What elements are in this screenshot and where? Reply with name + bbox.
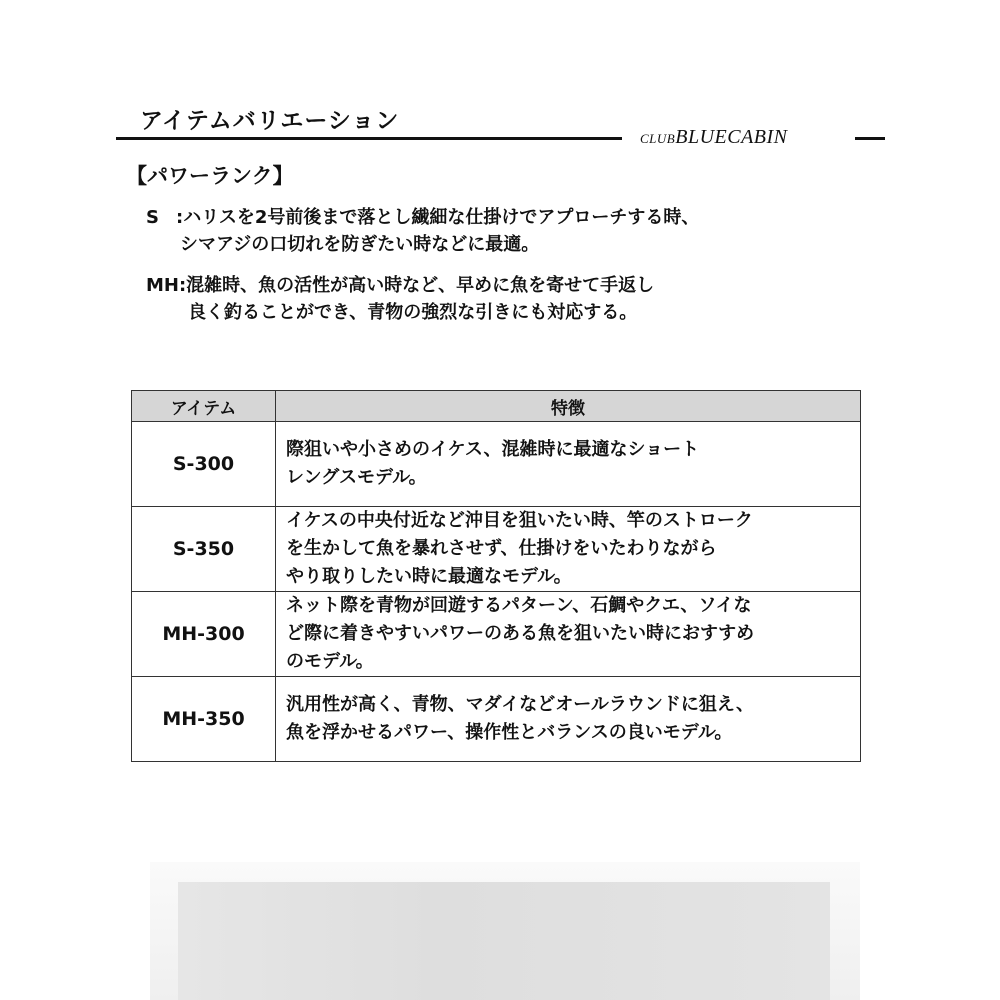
item-feature: ネット際を青物が回遊するパターン、石鯛やクエ、ソイな ど際に着きやすいパワーのある魚を狙いたい時におすすめ のモデル。 [276,592,861,677]
item-model: S-300 [132,422,276,507]
table-row [132,507,861,592]
rank-mh-line1: :混雑時、魚の活性が高い時など、早めに魚を寄せて手返し [178,275,655,296]
item-variation-table [131,390,861,762]
table-row [132,592,861,677]
table-header-row [132,391,861,422]
brand-logo [640,126,788,149]
rank-s-key: S [146,207,159,228]
rank-s-line1: :ハリスを2号前後まで落とし繊細な仕掛けでアプローチする時、 [176,207,700,228]
brand-bluecabin: BLUECABIN [675,126,788,148]
brand-club: CLUB [640,131,676,146]
table-row [132,422,861,507]
rank-s-description [146,204,699,258]
rank-mh-description [146,272,654,326]
rank-mh-key: MH [146,275,179,296]
section-title: アイテムバリエーション [140,108,400,134]
item-feature: 汎用性が高く、青物、マダイなどオールラウンドに狙え、 魚を浮かせるパワー、操作性とバランスの良いモデル。 [276,677,861,762]
rank-s-line2: シマアジの口切れを防ぎたい時などに最適。 [180,234,540,255]
header-feature: 特徴 [276,391,861,422]
item-feature: 際狙いや小さめのイケス、混雑時に最適なショート レングスモデル。 [276,422,861,507]
brand-rule [855,137,885,140]
power-rank-title: 【パワーランク】 [126,164,294,188]
title-underline [116,137,622,140]
item-model: S-350 [132,507,276,592]
header-item: アイテム [132,391,276,422]
item-model: MH-300 [132,592,276,677]
rank-mh-line2: 良く釣ることができ、青物の強烈な引きにも対応する。 [188,302,638,323]
item-feature: イケスの中央付近など沖目を狙いたい時、竿のストローク を生かして魚を暴れさせず、仕掛けをいたわりながら やり取りしたい時に最適なモデル。 [276,507,861,592]
table-row [132,677,861,762]
item-model: MH-350 [132,677,276,762]
product-image-inner [178,882,830,1000]
